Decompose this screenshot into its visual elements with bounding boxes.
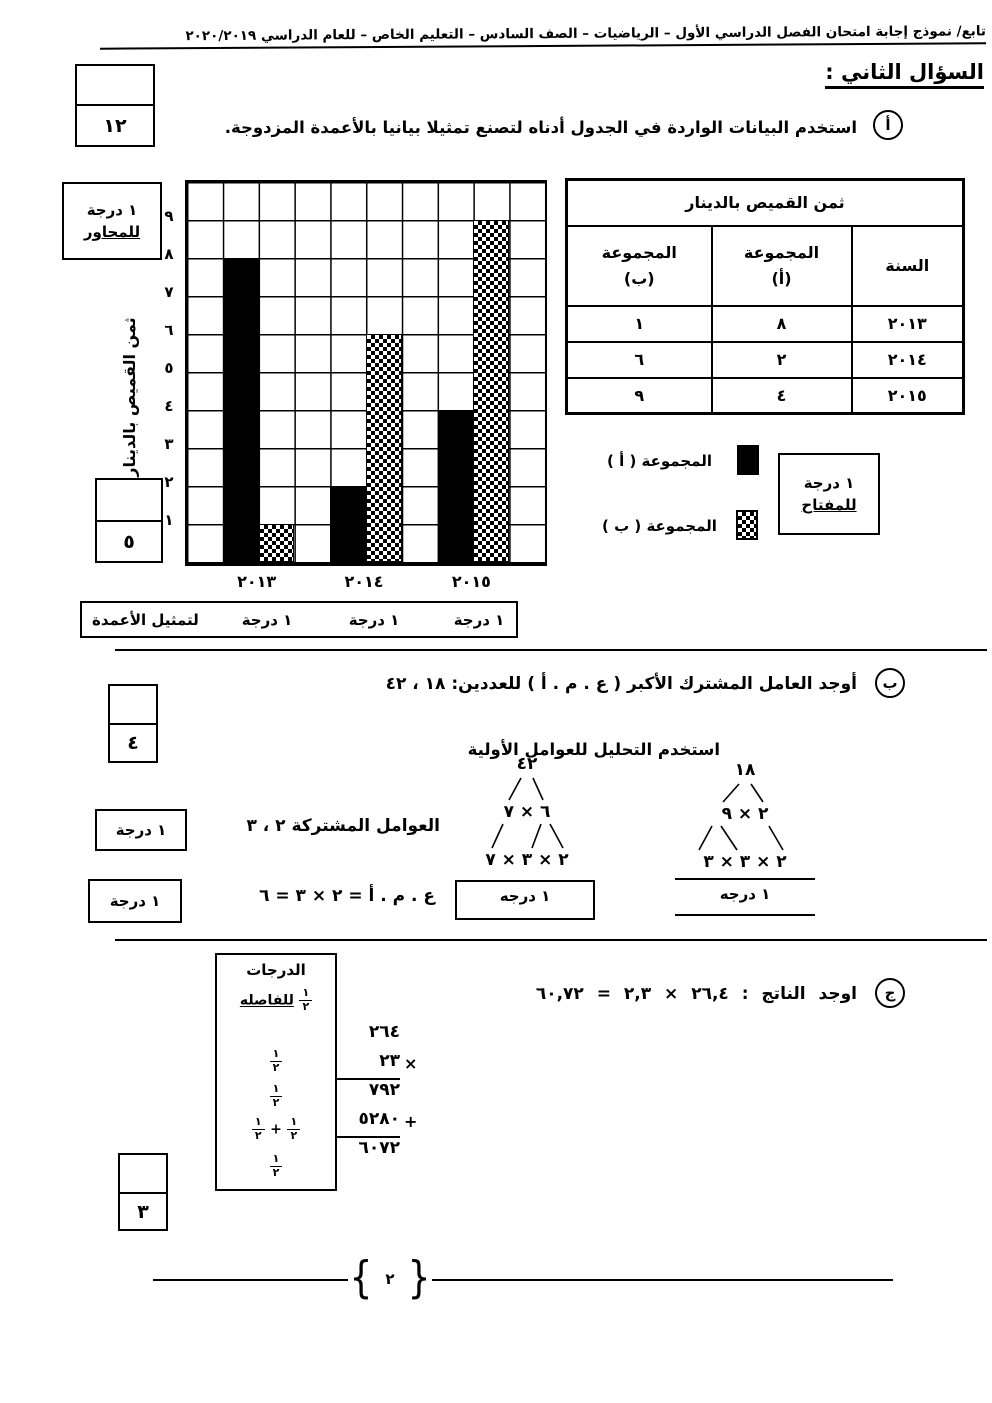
part-b-letter: ب	[875, 668, 905, 698]
group-word: المجموعة	[743, 242, 820, 262]
bar-group-b-٢٠١٣	[259, 524, 295, 562]
part-a-letter: أ	[873, 110, 903, 140]
part-a-question-text: استخدم البيانات الواردة في الجدول أدناه لتصنع تمثيلا بيانيا بالأعمدة المزدوجة.	[224, 118, 857, 137]
fraction-denominator: ٢	[270, 1166, 283, 1180]
y-tick-label: ٨	[164, 245, 174, 263]
multiply-operator: ×	[404, 1054, 418, 1073]
col-header-group-a	[712, 226, 852, 306]
cell-group-b: ٩	[567, 378, 712, 414]
part-c-question-text: اوجد الناتج : ٢٦,٤ × ٢,٣ = ٦٠,٧٢	[535, 984, 857, 1004]
key-marks-note	[778, 453, 880, 535]
cell-group-b: ١	[567, 306, 712, 342]
table-row	[567, 306, 964, 342]
bar-group-a-٢٠١٤	[330, 486, 366, 562]
cell-year: ٢٠١٤	[852, 342, 964, 378]
y-tick-label: ٥	[164, 359, 174, 377]
half-fraction	[270, 1083, 283, 1109]
price-table	[565, 178, 965, 415]
fraction-numerator: ١	[290, 1115, 298, 1128]
tree-level-2: ٢ × ٩	[721, 804, 769, 824]
fraction-denominator: ٢	[287, 1129, 300, 1143]
cell-year: ٢٠١٣	[852, 306, 964, 342]
x-labels	[185, 572, 547, 598]
tree-root: ٤٢	[516, 754, 538, 774]
marks-title: الدرجات	[246, 961, 306, 979]
tree-level-2: ٦ × ٧	[503, 802, 551, 822]
bar-degree-2013: ١ درجة	[241, 611, 293, 629]
y-tick-label: ٩	[164, 207, 174, 225]
x-tick-label: ٢٠١٥	[451, 572, 491, 591]
half-fraction	[287, 1116, 300, 1142]
factor-tree-42	[437, 752, 627, 932]
x-tick-label: ٢٠١٣	[237, 572, 277, 591]
group-word: المجموعة	[601, 242, 677, 262]
bars-marks-label: لتمثيل الأعمدة	[92, 611, 199, 629]
y-tick-label: ٢	[164, 473, 174, 491]
section-divider	[115, 939, 987, 941]
tree-level-3: ٢ × ٣ × ٣	[703, 852, 787, 872]
bar-degree-2014: ١ درجة	[348, 611, 400, 629]
axes-marks-line1: ١ درجة	[86, 200, 138, 219]
table-row	[567, 342, 964, 378]
factor-tree-18	[655, 758, 845, 928]
plot-area	[185, 180, 547, 566]
part-c-letter: ج	[875, 978, 905, 1008]
marks-box-empty-cell	[97, 480, 161, 522]
col-header-year: السنة	[852, 226, 964, 306]
table-title: ثمن القميص بالدينار	[567, 180, 964, 226]
group-a-sub: (أ)	[771, 268, 792, 288]
marks-box-empty-cell	[120, 1155, 166, 1194]
half-fraction	[270, 1153, 283, 1179]
mark-row	[217, 1048, 335, 1074]
table-row	[567, 378, 964, 414]
section-divider	[115, 649, 987, 651]
marks-box-empty-cell	[110, 686, 156, 725]
y-tick-label: ٤	[164, 397, 174, 415]
marks-box-part-b	[108, 684, 158, 763]
x-tick-label: ٢٠١٤	[344, 572, 384, 591]
col-header-group-b	[567, 226, 712, 306]
marks-box-part-a	[95, 478, 163, 563]
part-c-marks-box	[215, 953, 337, 1191]
product-result: ٦٠٧٢	[358, 1138, 400, 1158]
bar-degree-2015: ١ درجة	[453, 611, 505, 629]
marks-box-value: ٤	[127, 732, 139, 754]
legend-swatch-group-a	[737, 445, 759, 475]
half-fraction	[299, 987, 312, 1013]
common-factors-text: العوامل المشتركة ٢ ، ٣	[246, 816, 440, 836]
multiplicand: ٢٦٤	[368, 1022, 400, 1042]
marks-box-value: ١٢	[103, 114, 127, 137]
partial-product-2: ٥٢٨٠	[318, 1109, 400, 1138]
cell-group-b: ٦	[567, 342, 712, 378]
half-fraction	[252, 1116, 265, 1142]
y-tick-label: ٦	[164, 321, 174, 339]
bars-marks-note	[80, 601, 518, 638]
cell-group-a: ٤	[712, 378, 852, 414]
legend-label-group-b: المجموعة ( ب )	[602, 517, 717, 535]
fraction-numerator: ١	[272, 1082, 280, 1095]
y-axis-title: ثمن القميص بالدينار	[120, 317, 139, 477]
cell-group-a: ٨	[712, 306, 852, 342]
marks-box-value: ٥	[123, 530, 135, 553]
y-tick-label: ١	[164, 511, 174, 529]
gcf-equation: ع . م . أ = ٢ × ٣ = ٦	[259, 886, 435, 906]
bar-group-b-٢٠١٤	[366, 334, 402, 562]
fraction-numerator: ١	[272, 1152, 280, 1165]
legend-label-group-a: المجموعة ( أ )	[607, 452, 712, 470]
fraction-numerator: ١	[302, 986, 310, 999]
tree-42-mark: ١ درجه	[455, 880, 595, 920]
fraction-denominator: ٢	[270, 1096, 283, 1110]
key-marks-line1: ١ درجة	[803, 473, 855, 492]
footer-rule	[153, 1279, 893, 1281]
decimal-mark-note	[217, 987, 335, 1013]
half-fraction	[270, 1048, 283, 1074]
marks-box-empty-cell	[77, 66, 153, 106]
plus-sign: +	[270, 1121, 282, 1138]
fraction-denominator: ٢	[299, 1000, 312, 1014]
fraction-denominator: ٢	[270, 1061, 283, 1075]
multiplier: ٢٣	[318, 1051, 400, 1080]
right-brace: }	[349, 1253, 373, 1303]
gcf-mark: ١ درجة	[88, 879, 182, 923]
left-brace: {	[407, 1253, 431, 1303]
page-header: تابع/ نموذج إجابة امتحان الفصل الدراسي الأول – الرياضيات – الصف السادس – التعليم الخاص – للعام الدراسي ٢٠٢٠/٢٠١٩	[100, 23, 986, 49]
section-title: السؤال الثاني :	[825, 60, 984, 89]
axes-marks-note	[62, 182, 162, 260]
tree-18-mark: ١ درجه	[675, 878, 815, 916]
mark-row	[217, 1153, 335, 1179]
marks-box-value: ٣	[137, 1200, 149, 1223]
bar-group-a-٢٠١٥	[438, 410, 474, 562]
y-tick-label: ٧	[164, 283, 174, 301]
bar-group-a-٢٠١٣	[223, 258, 259, 562]
y-tick-label: ٣	[164, 435, 174, 453]
page-number-block	[348, 1253, 432, 1305]
part-b-question-text: أوجد العامل المشترك الأكبر ( ع . م . أ ) للعددين: ١٨ ، ٤٢	[385, 674, 857, 694]
mark-row	[217, 1083, 335, 1109]
tree-level-3: ٢ × ٣ × ٧	[485, 850, 569, 870]
axes-marks-line2: للمحاور	[83, 223, 141, 241]
add-operator: +	[404, 1112, 418, 1131]
legend-swatch-group-b	[736, 510, 758, 540]
page-number: ٢	[385, 1270, 395, 1288]
group-b-sub: (ب)	[623, 268, 655, 288]
common-factors-mark: ١ درجة	[95, 809, 187, 851]
fraction-numerator: ١	[272, 1047, 280, 1060]
decimal-label: للفاصله	[239, 992, 294, 1009]
marks-box-part-c	[118, 1153, 168, 1231]
fraction-denominator: ٢	[252, 1129, 265, 1143]
partial-product-1: ٧٩٢	[368, 1080, 400, 1100]
tree-root: ١٨	[734, 760, 756, 780]
cell-year: ٢٠١٥	[852, 378, 964, 414]
fraction-numerator: ١	[254, 1115, 262, 1128]
key-marks-line2: للمفتاح	[801, 496, 857, 514]
marks-box-question-total	[75, 64, 155, 147]
mark-row	[217, 1116, 335, 1142]
cell-group-a: ٢	[712, 342, 852, 378]
part-b-subtitle: استخدم التحليل للعوامل الأولية	[467, 740, 720, 759]
bar-group-b-٢٠١٥	[473, 220, 509, 562]
